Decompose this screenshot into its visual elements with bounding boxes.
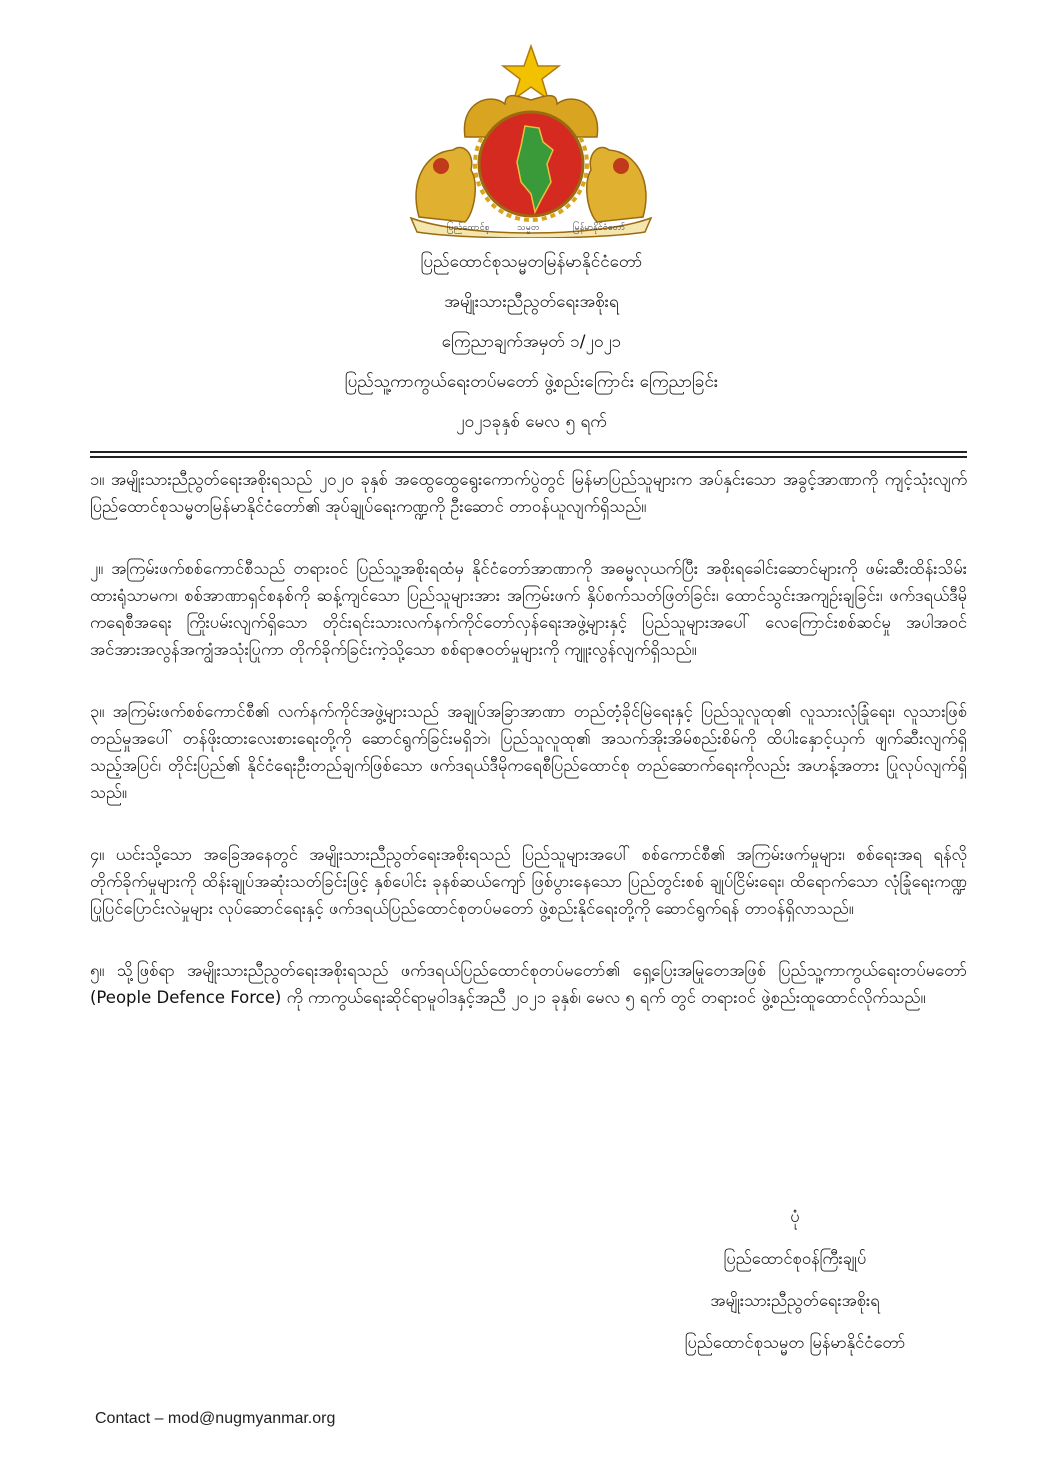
signature-country: ပြည်ထောင်စုသမ္မတ မြန်မာနိုင်ငံတော်	[684, 1333, 906, 1352]
paragraph-5: ၅။ သို့ဖြစ်ရာ အမျိုးသားညီညွတ်ရေးအစိုးရသည် ဖက်ဒရယ်ပြည်ထောင်စုတပ်မတော်၏ ရှေ့ပြေးအမြုတေအဖြစ် ပြည်သူ့ကာကွယ်ရေးတပ်မတော် (People Defence Force) ကို ကာကွယ်ရေးဆိုင်ရာမူဝါဒနှင့်အညီ ၂၀၂၁ ခုနှစ်၊ မေလ ၅ ရက် တွင် တရားဝင် ဖွဲ့စည်းထူထောင်လိုက်သည်။	[90, 961, 967, 1007]
header-announcement-number: ကြေညာချက်အမှတ် ၁/၂၀၂၁	[441, 332, 622, 352]
paragraph-2: ၂။ အကြမ်းဖက်စစ်ကောင်စီသည် တရားဝင် ပြည်သူ့အစိုးရထံမှ နိုင်ငံတော်အာဏာကို အဓမ္မလုယက်ပြီး အစိုးရခေါင်းဆောင်များကို ဖမ်းဆီးထိန်းသိမ်းထားရုံသာမက၊ စစ်အာဏာရှင်စနစ်ကို ဆန့်ကျင်သော ပြည်သူများအား အကြမ်းဖက် နှိပ်စက်သတ်ဖြတ်ခြင်း၊ ထောင်သွင်းအကျဉ်းချခြင်း၊ ဖက်ဒရယ်ဒီမိုကရေစီအရေး ကြိုးပမ်းလျက်ရှိသော တိုင်းရင်းသားလက်နက်ကိုင်တော်လှန်ရေးအဖွဲ့များနှင့် ပြည်သူများအပေါ် လေကြောင်းစစ်ဆင်မှု အပါအဝင် အင်အားအလွန်အကျွံအသုံးပြုကာ တိုက်ခိုက်ခြင်းကဲ့သို့သော စစ်ရာဇဝတ်မှုများကို ကျူးလွန်လျက်ရှိသည်။	[90, 559, 967, 659]
state-seal-icon	[405, 42, 657, 238]
signature-block	[630, 1196, 960, 1364]
footer-contact: Contact – mod@nugmyanmar.org	[95, 1410, 336, 1427]
header-date: ၂၀၂၁ခုနှစ် မေလ ၅ ရက်	[456, 412, 607, 432]
seal-text-left: ပြည်ထောင်စု	[447, 223, 490, 233]
document-header	[0, 242, 1063, 442]
seal-text-right: မြန်မာနိုင်ငံတော်	[573, 223, 626, 233]
signature-government: အမျိုးသားညီညွတ်ရေးအစိုးရ	[710, 1291, 880, 1310]
seal-text-center: သမ္မတ	[517, 223, 540, 233]
paragraph-1: ၁။ အမျိုးသားညီညွတ်ရေးအစိုးရသည် ၂၀၂၀ ခုနှစ် အထွေထွေရွေးကောက်ပွဲတွင် မြန်မာပြည်သူများက အပ်နှင်းသော အခွင့်အာဏာကို ကျင့်သုံးလျက် ပြည်ထောင်စုသမ္မတမြန်မာနိုင်ငံတော်၏ အုပ်ချုပ်ရေးကဏ္ဍကို ဦးဆောင် တာဝန်ယူလျက်ရှိသည်။	[90, 470, 967, 516]
header-divider-bottom	[90, 456, 967, 458]
paragraph-4: ၄။ ယင်းသို့သော အခြေအနေတွင် အမျိုးသားညီညွတ်ရေးအစိုးရသည် ပြည်သူများအပေါ် စစ်ကောင်စီ၏ အကြမ်းဖက်မှုများ၊ စစ်ရေးအရ ရန်လိုတိုက်ခိုက်မှုများကို ထိန်းချုပ်အဆုံးသတ်ခြင်းဖြင့် နှစ်ပေါင်း ခုနစ်ဆယ်ကျော် ဖြစ်ပွားနေသော ပြည်တွင်းစစ် ချုပ်ငြိမ်းရေး၊ ထိရောက်သော လုံခြုံရေးကဏ္ဍ ပြုပြင်ပြောင်းလဲမှုများ လုပ်ဆောင်ရေးနှင့် ဖက်ဒရယ်ပြည်ထောင်စုတပ်မတော် ဖွဲ့စည်းနိုင်ရေးတို့ကို ဆောင်ရွက်ရန် တာဝန်ရှိလာသည်။	[90, 845, 967, 918]
header-title: ပြည်သူ့ကာကွယ်ရေးတပ်မတော် ဖွဲ့စည်းကြောင်း ကြေညာခြင်း	[344, 372, 719, 392]
document-body	[90, 466, 967, 1046]
header-divider-top	[90, 451, 967, 453]
header-government: အမျိုးသားညီညွတ်ရေးအစိုးရ	[444, 292, 619, 312]
paragraph-3: ၃။ အကြမ်းဖက်စစ်ကောင်စီ၏ လက်နက်ကိုင်အဖွဲ့များသည် အချုပ်အခြာအာဏာ တည်တံ့ခိုင်မြဲရေးနှင့် ပြည်သူလူထု၏ လူသားလုံခြုံရေး၊ လူသားဖြစ်တည်မှုအပေါ် တန်ဖိုးထားလေးစားရေးတို့ကို ဆောင်ရွက်ခြင်းမရှိဘဲ၊ ပြည်သူလူထု၏ အသက်အိုးအိမ်စည်းစိမ်ကို ထိပါးနှောင့်ယှက် ဖျက်ဆီးလျက်ရှိသည့်အပြင်၊ တိုင်းပြည်၏ နိုင်ငံရေးဦးတည်ချက်ဖြစ်သော ဖက်ဒရယ်ဒီမိုကရေစီပြည်ထောင်စု တည်ဆောက်ရေးကိုလည်း အဟန့်အတား ပြုလုပ်လျက်ရှိသည်။	[90, 702, 967, 802]
header-country: ပြည်ထောင်စုသမ္မတမြန်မာနိုင်ငံတော်	[420, 252, 643, 272]
signature-mark: ပုံ	[790, 1207, 800, 1226]
signature-title: ပြည်ထောင်စုဝန်ကြီးချုပ်	[723, 1249, 867, 1268]
